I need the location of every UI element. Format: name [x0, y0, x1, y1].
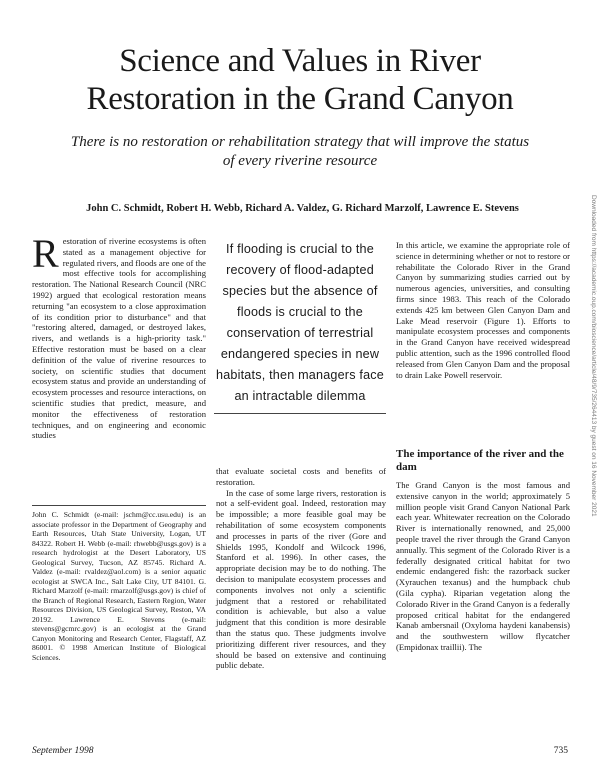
intro-text: estoration of riverine ecosystems is often stated as a management objective for regulated rivers, and floods are one of the most effective tools for accomplishing restoration. The National Research Council (NRC 1992) argued that ecological restoration means returning "an ecosystem to a close approximation of its condition prior to disturbance" and that "restoring altered, damaged, or destroyed lakes, rivers, and wetlands is a high-priority task." Effective restoration must be based on a clear definition of the value of riverine resources to society, on scientific studies that document ecosystem status and provide an understanding of ecosystem processes and resource interactions, on scientific studies that predict, measure, and monitor the effectiveness of restoration techniques, and on engineering and economic studies — [32, 236, 206, 441]
column-3 — [396, 240, 570, 380]
author-bios: John C. Schmidt (e-mail: jschm@cc.usu.edu) is an associate professor in the Department of Geography and Earth Resources, Utah State University, Logan, UT 84322. Robert H. Webb (e-mail: rhwebb@usgs.gov) is a research hydrologist at the Desert Laboratory, US Geological Survey, Tucson, AZ 85745. Richard A. Valdez (e-mail: rvaldez@aol.com) is a senior aquatic ecologist at SWCA Inc., Salt Lake City, UT 84101. G. Richard Marzolf (e-mail: rmarzolf@usgs.gov) is chief of the Branch of Regional Research, Eastern Region, Water Resources Division, US Geological Survey, Reston, VA 20192. Lawrence E. Stevens (e-mail: stevens@gcmrc.gov) is an ecologist at the Grand Canyon Monitoring and Research Center, Flagstaff, AZ 86001. © 1998 American Institute of Biological Sciences. — [32, 505, 206, 662]
download-watermark: Downloaded from https://academic.oup.com/bioscience/article/48/9/735/264413 by guest on 16 November 2021 — [590, 195, 597, 517]
column-2-paragraph-2: In the case of some large rivers, restoration is not a self-evident goal. Indeed, restoration may be impossible; a more feasible goal may be rehabilitation of some ecosystem components and processes in parts of the river (Gore and Shields 1995, Kondolf and Wilcock 1996, Stanford et al. 1996). In other cases, the appropriate decision may be to do nothing. The decision to manipulate ecosystem processes and components involves not only a scientific judgment that a restored or rehabilitated condition is achievable, but also a value judgment that this condition is more desirable than the status quo. These judgments involve prioritizing different river resources, and they should be based on extensive and continuing public debate. — [216, 487, 386, 671]
column-1 — [32, 231, 206, 441]
section-heading: The importance of the river and the dam — [396, 448, 564, 473]
column-3-paragraph-2: The Grand Canyon is the most famous and extensive canyon in the world; approximately 5 million people visit Grand Canyon National Park each year. Whitewater recreation on the Colorado River is internationally renowned, and 25,000 people travel the river through the Grand Canyon annually. This segment of the Colorado River is a federally designated critical habitat for two endemic endangered fish: the razorback sucker (Xyrauchen texanus) and the humpback chub (Gila cypha). Riparian vegetation along the Colorado River in the Grand Canyon is a federally proposed critical habitat for the endangered Kanab ambersnail (Oxyloma haydeni kanabensis) and the southwestern willow flycatcher (Empidonax traillii). The — [396, 480, 570, 652]
article-subtitle: There is no restoration or rehabilitation strategy that will improve the status of every riverine resource — [70, 134, 530, 169]
pull-quote: If flooding is crucial to the recovery of flood-adapted species but the absence of floods is crucial to the conservation of terrestrial endangered species in new habitats, then managers face an intractable dilemma — [214, 239, 386, 414]
column-2 — [216, 466, 386, 671]
page-number: 735 — [553, 746, 568, 756]
title-line-1: Science and Values in River — [119, 43, 481, 79]
drop-cap: R — [32, 231, 59, 276]
issue-date: September 1998 — [32, 746, 94, 756]
intro-paragraph — [32, 231, 206, 441]
article-title — [30, 42, 570, 118]
column-2-paragraph-1: that evaluate societal costs and benefits of restoration. — [216, 466, 386, 487]
title-line-2: Restoration in the Grand Canyon — [86, 81, 514, 117]
column-3-continued — [396, 480, 570, 653]
column-3-paragraph-1: In this article, we examine the appropriate role of science in determining whether or not to restore or rehabilitate the Colorado River in the Grand Canyon by summarizing studies carried out by numerous agencies, universities, and consulting firms since 1983. This reach of the Colorado extends 425 km between Glen Canyon Dam and Lake Mead reservoir (Figure 1). Efforts to manipulate ecosystem processes and components in the Grand Canyon have received widespread public attention, such as the 1996 controlled flood released from Glen Canyon Dam and the proposal to drain Lake Powell reservoir. — [396, 240, 570, 380]
author-list: John C. Schmidt, Robert H. Webb, Richard A. Valdez, G. Richard Marzolf, Lawrence E. Stevens — [86, 203, 519, 214]
